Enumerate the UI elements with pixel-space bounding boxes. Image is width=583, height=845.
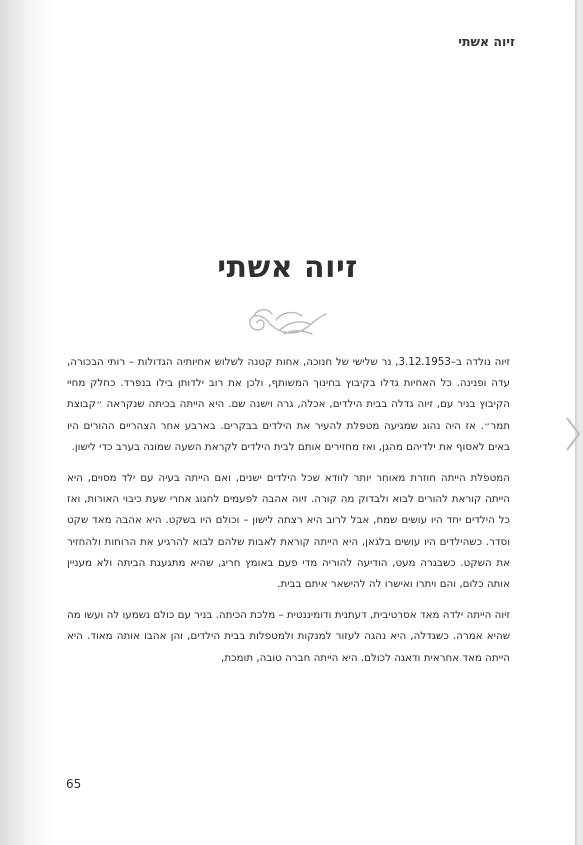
flourish-ornament-icon	[240, 302, 330, 342]
page-number: 65	[66, 777, 82, 791]
paragraph: זיוה הייתה ילדה מאד אסרטיבית, דעתנית ודומיננטית – מלכת הכיתה. בניר עם כולם נשמעו לה ועשו מה שהיא אמרה. כשגדלה, היא נהגה לעזור למנקות ולמטפלות בבית הילדים, והן אהבו אותה מאוד. היא הייתה מאד אחראית ודאגה לכולם. היא הייתה חברה טובה, תומכת,	[67, 609, 510, 664]
chevron-right-icon[interactable]	[563, 414, 583, 454]
paragraph: זיוה נולדה ב–3.12.1953, נר שלישי של חנוכה, אחות קטנה לשלוש אחיותיה הגדולות – רותי הבכורה, עדה ופנינה. כל האחיות גדלו בקיבוץ בחינוך המשותף, ולכן את רוב ילדותן בילו בנפרד. כחלק מחיי הקיבוץ בניר עם, זיוה גדלה בבית הילדים, אכלה, גרה וישנה שם. היא הייתה בכיתה שנקראה ״קבוצת תמר״. אז היה נהוג שמגיעה מטפלת להעיר את הילדים בבקרים. בארבע אחר הצהריים ההורים היו באים לאסוף את ילדיהם מהגן, ואז מחזירים אותם לבית הילדים לקראת השעה שמונה בערב כדי לישון.	[67, 356, 510, 453]
paragraph: המטפלת הייתה חוזרת מאוחר יותר לוודא שכל הילדים ישנים, ואם הייתה בעיה עם ילד מסוים, היא הייתה קוראת להורים לבוא ולבדוק מה קורה. זיוה אהבה לפעמים לחגוג אחרי שעת כיבוי האורות, ואז כל הילדים יחד היו עושים שמח, אבל לרוב היא רצתה לישון – וכולם היו בשקט. היא אהבה מאד שקט וסדר. כשהילדים היו עושים בלגאן, היא הייתה קוראת לאבות שלהם לבוא להרגיע את הרוחות ולהחזיר את השקט. כשבגרה מעט, הודיעה להוריה מדי פעם באומץ חריג, שהיא מתגעגת הביתה ולא מעניין אותה כלום, והם ויתרו ואישרו לה להישאר איתם בבית.	[67, 472, 510, 591]
chapter-title: זיוה אשתי	[217, 250, 358, 285]
chapter-body	[67, 352, 510, 679]
running-header: זיוה אשתי	[458, 34, 515, 49]
